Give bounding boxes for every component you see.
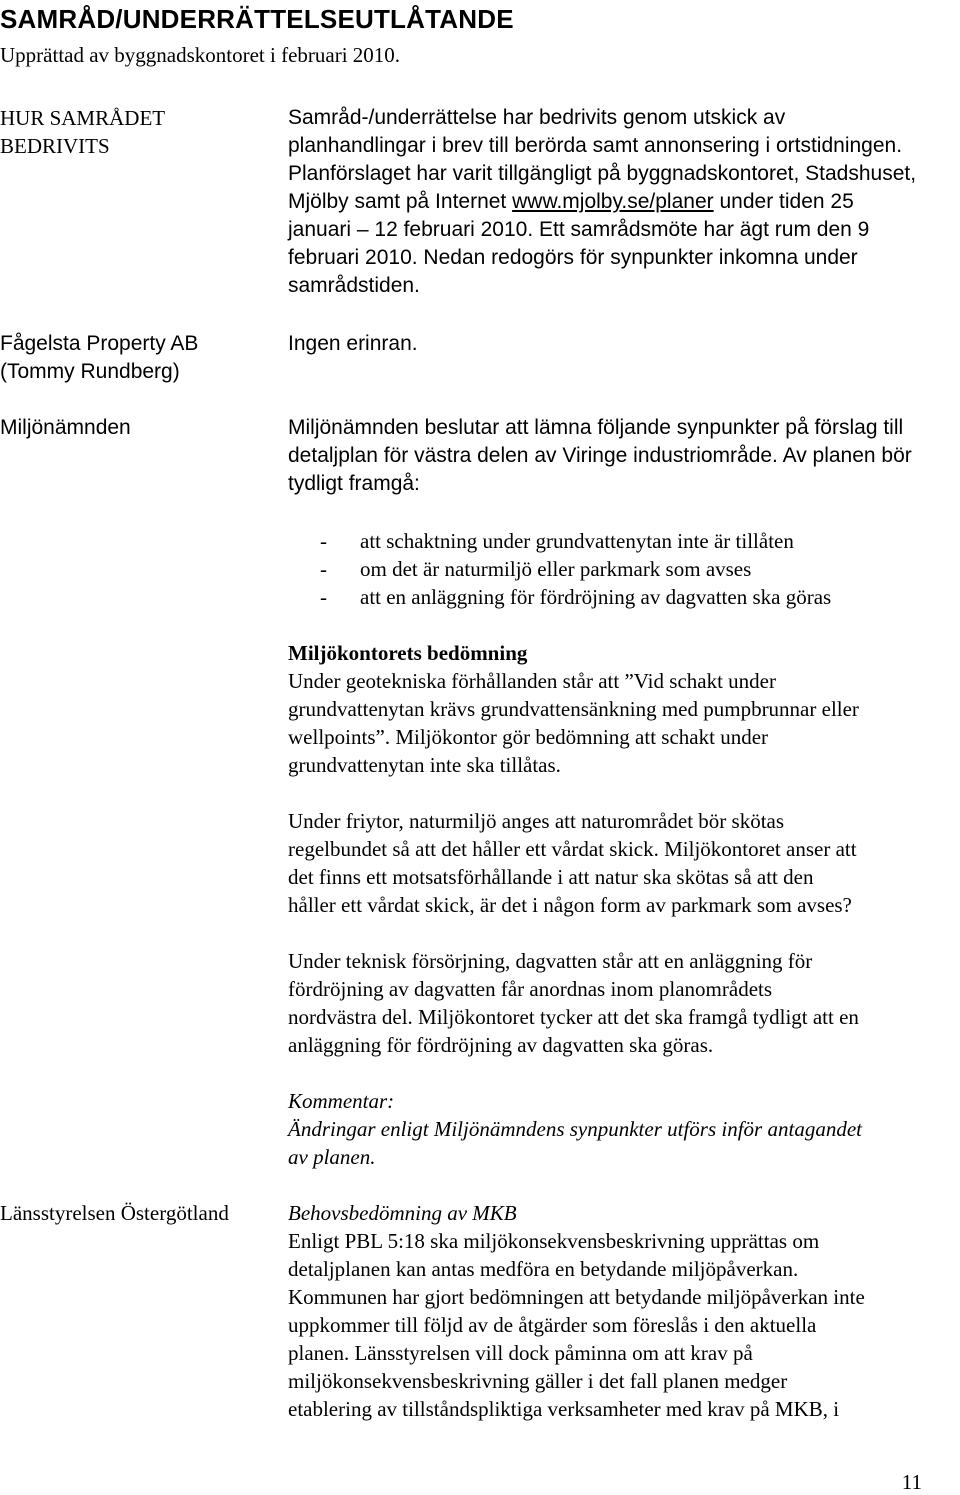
section-label-lansstyrelsen: Länsstyrelsen Östergötland <box>0 1201 229 1225</box>
fagelsta-response: Ingen erinran. <box>288 332 418 355</box>
paragraph-line: Under teknisk försörjning, dagvatten står att en anläggning för <box>288 949 813 973</box>
assessment-line: Under geotekniska förhållanden står att ”Vid schakt under <box>288 669 776 693</box>
intro-line: samrådstiden. <box>288 274 420 297</box>
intro-line: februari 2010. Nedan redogörs för synpunkter inkomna under <box>288 246 858 269</box>
intro-line: planhandlingar i brev till berörda samt annonsering i ortstidningen. <box>288 134 903 157</box>
paragraph-line: planen. Länsstyrelsen vill dock påminna om att krav på <box>288 1341 753 1365</box>
paragraph-line: Kommunen har gjort bedömningen att betydande miljöpåverkan inte <box>288 1285 865 1309</box>
paragraph-line: Under friytor, naturmiljö anges att naturområdet bör skötas <box>288 809 785 833</box>
document-title: SAMRÅD/UNDERRÄTTELSEUTLÅTANDE <box>0 4 514 34</box>
bullet-text: att en anläggning för fördröjning av dagvatten ska göras <box>360 585 832 609</box>
paragraph-line: det finns ett motsatsförhållande i att natur ska skötas så att den <box>288 865 814 889</box>
section-label-fagelsta <box>0 330 280 386</box>
comment-block <box>288 1087 960 1171</box>
intro-line: Samråd-/underrättelse har bedrivits genom utskick av <box>288 106 786 129</box>
website-link[interactable]: www.mjolby.se/planer <box>512 190 714 213</box>
label-line: BEDRIVITS <box>0 134 110 158</box>
paragraph-line: håller ett vårdat skick, är det i någon form av parkmark som avses? <box>288 893 852 917</box>
paragraph-line: anläggning för fördröjning av dagvatten ska göras. <box>288 1033 714 1057</box>
paragraph-line: nordvästra del. Miljökontoret tycker att det ska framgå tydligt att en <box>288 1005 859 1029</box>
teknisk-paragraph <box>288 947 960 1059</box>
label-line: (Tommy Rundberg) <box>0 360 180 383</box>
paragraph-line: Miljönämnden beslutar att lämna följande synpunkter på förslag till <box>288 416 904 439</box>
paragraph-line: regelbundet så att det håller ett vårdat skick. Miljökontoret anser att <box>288 837 857 861</box>
label-line: Fågelsta Property AB <box>0 332 199 355</box>
assessment-line: grundvattenytan inte ska tillåtas. <box>288 753 561 777</box>
intro-text: under tiden 25 <box>713 190 854 213</box>
paragraph-line: detaljplan för västra delen av Viringe industriområde. Av planen bör <box>288 444 912 467</box>
bullet-marker: - <box>320 529 327 553</box>
intro-line: januari – 12 februari 2010. Ett samrådsmöte har ägt rum den 9 <box>288 218 870 241</box>
intro-line: Planförslaget har varit tillgängligt på byggnadskontoret, Stadshuset, <box>288 162 917 185</box>
page-number: 11 <box>901 1470 922 1494</box>
intro-paragraph <box>288 104 960 300</box>
assessment-line: wellpoints”. Miljökontor gör bedömning att schakt under <box>288 725 769 749</box>
intro-line <box>288 188 960 216</box>
paragraph-line: uppkommer till följd av de åtgärder som föreslås i den aktuella <box>288 1313 817 1337</box>
section-label-hur-samradet <box>0 104 280 160</box>
lansstyrelsen-paragraph <box>288 1199 960 1423</box>
paragraph-line: etablering av tillståndspliktiga verksamheter med krav på MKB, i <box>288 1397 840 1421</box>
assessment-line: grundvattenytan krävs grundvattensänkning med pumpbrunnar eller <box>288 697 859 721</box>
comment-line: Ändringar enligt Miljönämndens synpunkter utförs inför antagandet <box>288 1117 862 1141</box>
document-subtitle: Upprättad av byggnadskontoret i februari 2010. <box>0 43 401 67</box>
friytor-paragraph <box>288 807 960 919</box>
label-line: HUR SAMRÅDET <box>0 106 166 130</box>
bullet-marker: - <box>320 585 327 609</box>
comment-line: av planen. <box>288 1145 376 1169</box>
assessment-block <box>288 639 960 779</box>
intro-text: Mjölby samt på Internet <box>288 190 513 213</box>
section-label-miljonamnden: Miljönämnden <box>0 416 131 439</box>
paragraph-line: tydligt framgå: <box>288 472 420 495</box>
paragraph-line: detaljplanen kan antas medföra en betydande miljöpåverkan. <box>288 1257 799 1281</box>
assessment-heading: Miljökontorets bedömning <box>288 641 528 665</box>
bullet-marker: - <box>320 557 327 581</box>
comment-label: Kommentar: <box>288 1089 395 1113</box>
miljonamnden-paragraph <box>288 414 960 498</box>
bullet-text: att schaktning under grundvattenytan inte är tillåten <box>360 529 794 553</box>
paragraph-line: miljökonsekvensbeskrivning gäller i det fall planen medger <box>288 1369 788 1393</box>
paragraph-line: fördröjning av dagvatten får anordnas inom planområdets <box>288 977 773 1001</box>
bullet-text: om det är naturmiljö eller parkmark som avses <box>360 557 752 581</box>
lansstyrelsen-heading: Behovsbedömning av MKB <box>288 1201 517 1225</box>
paragraph-line: Enligt PBL 5:18 ska miljökonsekvensbeskrivning upprättas om <box>288 1229 820 1253</box>
